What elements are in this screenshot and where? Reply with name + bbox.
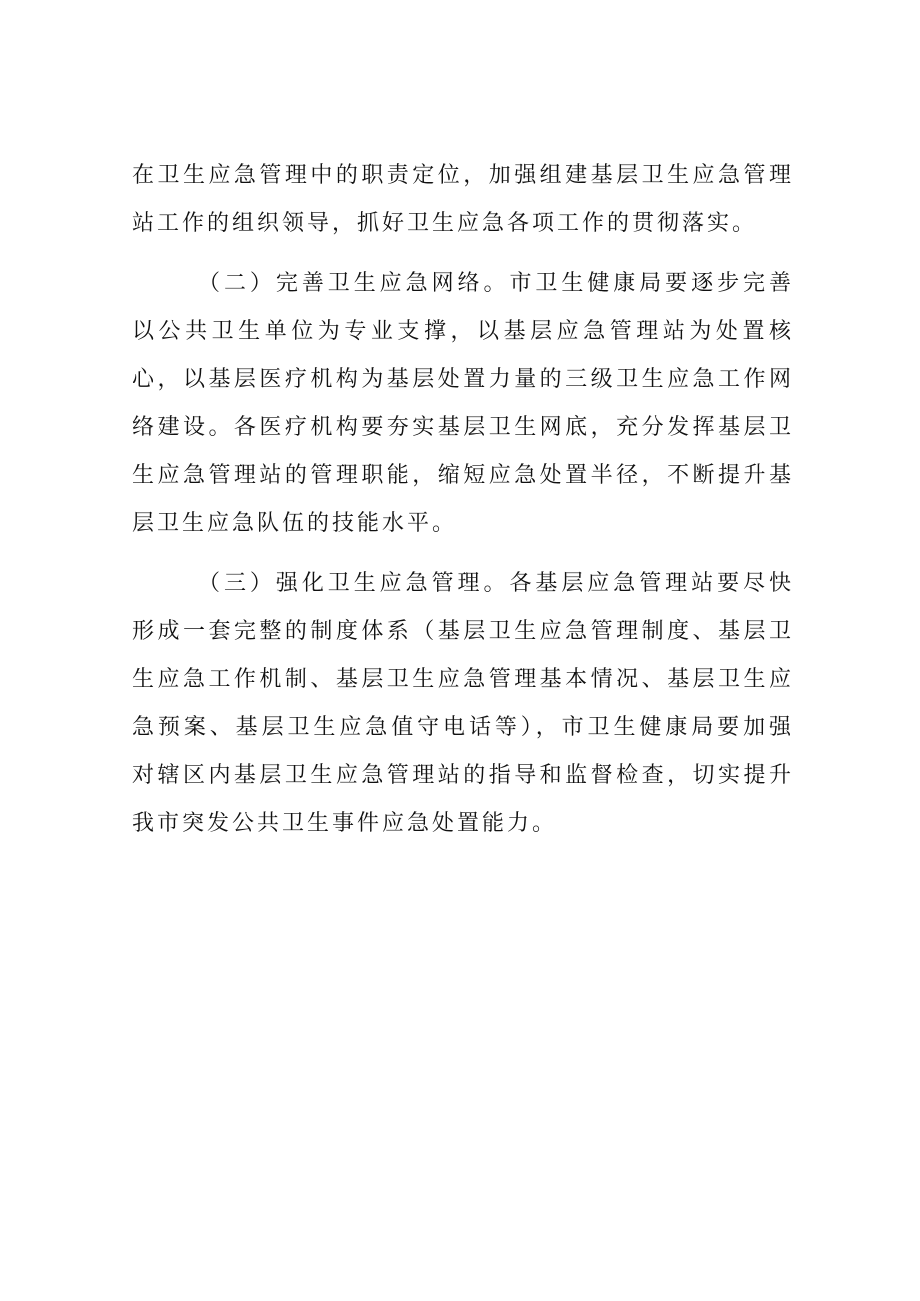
document-body (132, 152, 794, 848)
paragraph-emergency-management: （三）强化卫生应急管理。各基层应急管理站要尽快形成一套完整的制度体系（基层卫生应急管理制度、基层卫生应急工作机制、基层卫生应急管理基本情况、基层卫生应急预案、基层卫生应急值守电话等），市卫生健康局要加强对辖区内基层卫生应急管理站的指导和监督检查，切实提升我市突发公共卫生事件应急处置能力。 (132, 571, 794, 836)
paragraph-emergency-network: （二）完善卫生应急网络。市卫生健康局要逐步完善以公共卫生单位为专业支撑，以基层应急管理站为处置核心，以基层医疗机构为基层处置力量的三级卫生应急工作网络建设。各医疗机构要夯实基层卫生网底，充分发挥基层卫生应急管理站的管理职能，缩短应急处置半径，不断提升基层卫生应急队伍的技能水平。 (132, 271, 794, 536)
paragraph-continuation: 在卫生应急管理中的职责定位，加强组建基层卫生应急管理站工作的组织领导，抓好卫生应急各项工作的贯彻落实。 (132, 163, 794, 236)
